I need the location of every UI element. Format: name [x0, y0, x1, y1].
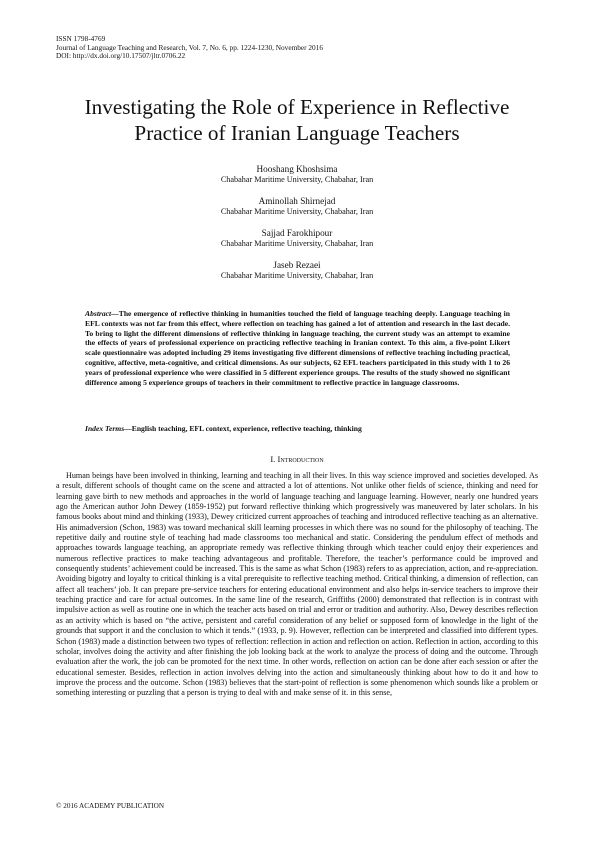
- author-affiliation: Chabahar Maritime University, Chabahar, Iran: [220, 207, 374, 216]
- issn: ISSN 1798-4769: [56, 34, 106, 43]
- section-number: I.: [270, 454, 278, 464]
- index-terms-text: —English teaching, EFL context, experience, reflective teaching, thinking: [124, 424, 362, 433]
- section-title: Introduction: [277, 454, 324, 464]
- author-block: [56, 196, 538, 217]
- doi: DOI: http://dx.doi.org/10.17507/jltr.0706.22: [56, 51, 186, 61]
- paper-title: [56, 94, 538, 146]
- publisher-footer: © 2016 ACADEMY PUBLICATION: [56, 802, 165, 810]
- author-name: Aminollah Shirnejad: [258, 196, 336, 206]
- author-name: Jaseb Rezaei: [273, 260, 321, 270]
- author-list: [56, 164, 538, 292]
- abstract: [85, 309, 510, 387]
- author-affiliation: Chabahar Maritime University, Chabahar, Iran: [220, 271, 374, 280]
- author-block: [56, 260, 538, 281]
- index-terms: [85, 424, 510, 434]
- author-name: Hooshang Khoshsima: [256, 164, 338, 174]
- introduction-paragraph: Human beings have been involved in thinking, learning and teaching in all their lives. In this way science improved and societies developed. As a result, different schools of thought came on the scene and attracted a lot of attentions. Not unlike other fields of science, thinking and need for learning gave birth to new methods and approaches in the world of language teaching and language learning. However, nearly one hundred years ago the American author John Dewey (1859-1952) put forward reflective thinking which progressively was maneuvered by later scholars. In his famous books about mind and thinking (1933), Dewey criticized current approaches of teaching and introduced reflective teaching as an alternative. His animadversion (Schon, 1983) was toward mechanical skill learning processes in which there was no sound for the philosophy of teaching. The repetitive daily and routine style of teaching had made classrooms too mechanical and static. Considering the pendulum effect of methods and approaches towards language teaching, an appropriate remedy was reflective thinking through which teacher could enjoy their experiences and numerous reflective practices to make teaching advantageous and profitable. Therefore, the teacher’s performance could be improved and consequently students’ achievement could be increased. This is the same as what Schon (1983) refers to as appreciation, action, and re-appreciation. Avoiding bigotry and loyalty to critical thinking is a vital prerequisite to reflective teaching method. Critical thinking, a dimension of reflection, can affect all teachers’ job. It can prepare pre-service teachers for entering educational environment and also helps in-service teachers to improve their teaching practice and care for actual outcomes. In the same line of the research, Griffiths (2000) demonstrated that reflection is in contrast with impulsive action as well as routine one in which the teacher acts based on trial and error or tradition and authority. Also, Dewey describes reflection as an activity which is based on “the active, persistent and careful consideration of any belief or supposed form of knowledge in the light of the grounds that support it and the conclusion to which it tends.” (1933, p. 9). However, reflection can be interpreted and classified into different types. Schon (1983) made a distinction between two types of reflection: reflection in action and reflection on action. Reflection in action, according to this scholar, involves doing the activity and after finishing the job looking back at the work to analyze the process of doing and the outcome. Through evaluation after the work, the job can be promoted for the next time. In other words, reflection on action can be done after each session or after the educational semester. Besides, reflection in action involves delving into the action and simultaneously thinking about how to do it and how to improve the process and the outcome. Schon (1983) believes that the start-point of reflection is some phenomenon which sounds like a problem or something interesting or puzzling that a person is trying to deal with and make sense of it. in this sense,: [56, 471, 538, 698]
- author-affiliation: Chabahar Maritime University, Chabahar, Iran: [220, 175, 374, 184]
- index-terms-label: Index Terms: [85, 424, 125, 433]
- journal-citation: Journal of Language Teaching and Research, Vol. 7, No. 6, pp. 1224-1230, November 2016: [56, 42, 323, 52]
- title-line-1: Investigating the Role of Experience in Reflective: [84, 95, 510, 119]
- author-affiliation: Chabahar Maritime University, Chabahar, Iran: [220, 239, 374, 248]
- abstract-text: —The emergence of reflective thinking in humanities touched the field of language teaching deeply. Language teaching in EFL contexts was not far from this effect, where reflection on teaching has gained a lot of attention and research in the last decade. To bring to light the different dimensions of reflective thinking in language teaching, the current study was an attempt to examine the effects of years of professional experience on practicing reflective teaching in Iranian context. To this aim, a five-point Likert scale questionnaire was adopted including 29 items investigating five different dimensions of reflective teaching including practical, cognitive, affective, meta-cognitive, and critical dimensions. As our subjects, 62 EFL teachers participated in this study with 1 to 26 years of professional experience who were classified in 5 different experience groups. The results of the study showed no significant difference among 5 experience groups of teachers in their commitment to reflective practice in language classrooms.: [85, 309, 510, 387]
- author-block: [56, 164, 538, 185]
- abstract-label: Abstract: [85, 309, 112, 318]
- title-line-2: Practice of Iranian Language Teachers: [134, 121, 460, 145]
- author-block: [56, 228, 538, 249]
- author-name: Sajjad Farokhipour: [261, 228, 333, 238]
- section-heading-introduction: [56, 454, 538, 464]
- journal-header: [56, 35, 323, 61]
